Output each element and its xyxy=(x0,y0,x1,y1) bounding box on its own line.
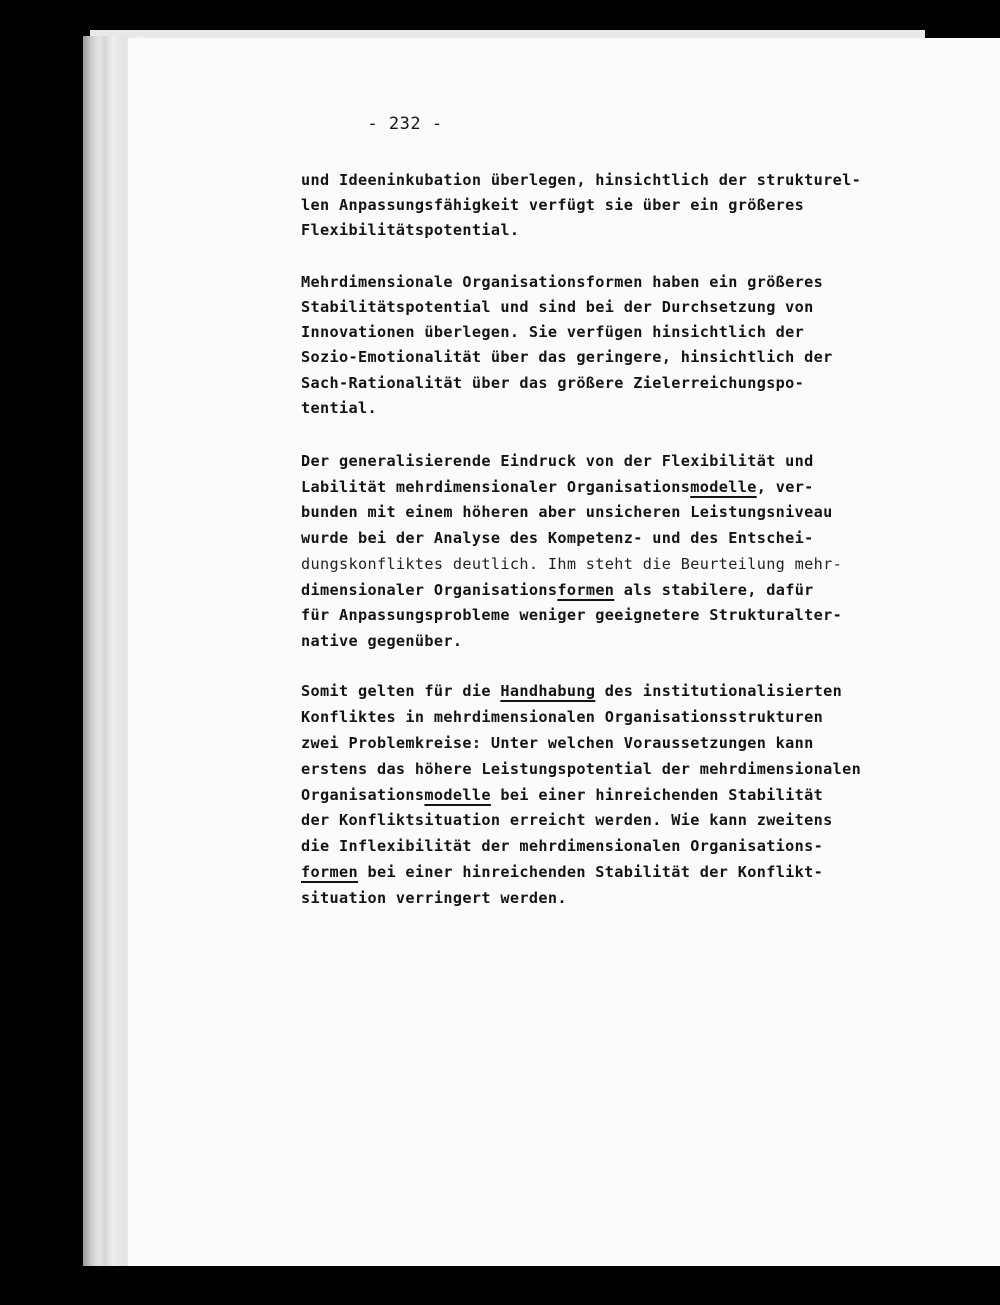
paragraph-3-line-2 xyxy=(301,477,814,497)
document-page xyxy=(128,38,1000,1266)
paragraph-4-line-8-post: bei einer hinreichenden Stabilität der Konflikt- xyxy=(357,863,824,881)
paragraph-3-line-5: dungskonfliktes deutlich. Ihm steht die Beurteilung mehr- xyxy=(301,555,843,573)
paragraph-2-line-6: tential. xyxy=(301,399,377,417)
paragraph-4-line-1 xyxy=(301,681,842,701)
paragraph-3-line-8: native gegenüber. xyxy=(301,632,463,650)
paragraph-4-line-1-pre: Somit gelten für die xyxy=(301,682,501,700)
paragraph-2-line-3: Innovationen überlegen. Sie verfügen hinsichtlich der xyxy=(301,323,805,341)
paragraph-4-line-7: die Inflexibilität der mehrdimensionalen Organisations- xyxy=(301,837,824,855)
paragraph-4-line-3: zwei Problemkreise: Unter welchen Voraussetzungen kann xyxy=(301,734,814,752)
paragraph-4-line-8 xyxy=(301,862,823,882)
paragraph-3-line-2-pre: Labilität mehrdimensionaler Organisations xyxy=(301,478,691,496)
paragraph-3-line-6-pre: dimensionaler Organisations xyxy=(301,581,558,599)
paragraph-4-line-2: Konfliktes in mehrdimensionalen Organisationsstrukturen xyxy=(301,708,824,726)
paragraph-3-line-2-post: , ver- xyxy=(756,478,814,496)
underlined-word-formen-2: formen xyxy=(301,863,358,881)
paragraph-2-line-2: Stabilitätspotential und sind bei der Durchsetzung von xyxy=(301,298,814,316)
paragraph-4-line-5-post: bei einer hinreichenden Stabilität xyxy=(490,786,824,804)
paragraph-4-line-1-post: des institutionalisierten xyxy=(595,682,843,700)
paragraph-2-line-4: Sozio-Emotionalität über das geringere, hinsichtlich der xyxy=(301,348,833,366)
paragraph-3-line-3: bunden mit einem höheren aber unsicheren Leistungsniveau xyxy=(301,503,833,521)
underlined-word-formen: formen xyxy=(557,581,615,599)
paragraph-4-line-4: erstens das höhere Leistungspotential der mehrdimensionalen xyxy=(301,760,862,778)
paragraph-4-line-5-pre: Organisations xyxy=(301,786,425,804)
paragraph-1-line-1: und Ideeninkubation überlegen, hinsichtlich der strukturel- xyxy=(301,171,862,189)
paragraph-3-line-6 xyxy=(301,580,814,600)
paragraph-3-line-6-post: als stabilere, dafür xyxy=(614,581,814,599)
underlined-word-modelle-2: modelle xyxy=(424,786,491,804)
paragraph-4-line-9: situation verringert werden. xyxy=(301,889,567,907)
paragraph-4-line-5 xyxy=(301,785,823,805)
paragraph-1-line-2: len Anpassungsfähigkeit verfügt sie über ein größeres xyxy=(301,196,805,214)
paragraph-3-line-7: für Anpassungsprobleme weniger geeignetere Strukturalter- xyxy=(301,606,843,624)
page-number: - 232 - xyxy=(367,114,443,134)
paragraph-1-line-3: Flexibilitätspotential. xyxy=(301,221,520,239)
paragraph-2-line-5: Sach-Rationalität über das größere Zielerreichungspo- xyxy=(301,374,805,392)
paragraph-3-line-4: wurde bei der Analyse des Kompetenz- und des Entschei- xyxy=(301,529,814,547)
underlined-word-modelle: modelle xyxy=(690,478,757,496)
paragraph-2-line-1: Mehrdimensionale Organisationsformen haben ein größeres xyxy=(301,273,824,291)
underlined-word-handhabung: Handhabung xyxy=(500,682,596,700)
paragraph-4-line-6: der Konfliktsituation erreicht werden. Wie kann zweitens xyxy=(301,811,833,829)
paragraph-3-line-1: Der generalisierende Eindruck von der Flexibilität und xyxy=(301,452,814,470)
